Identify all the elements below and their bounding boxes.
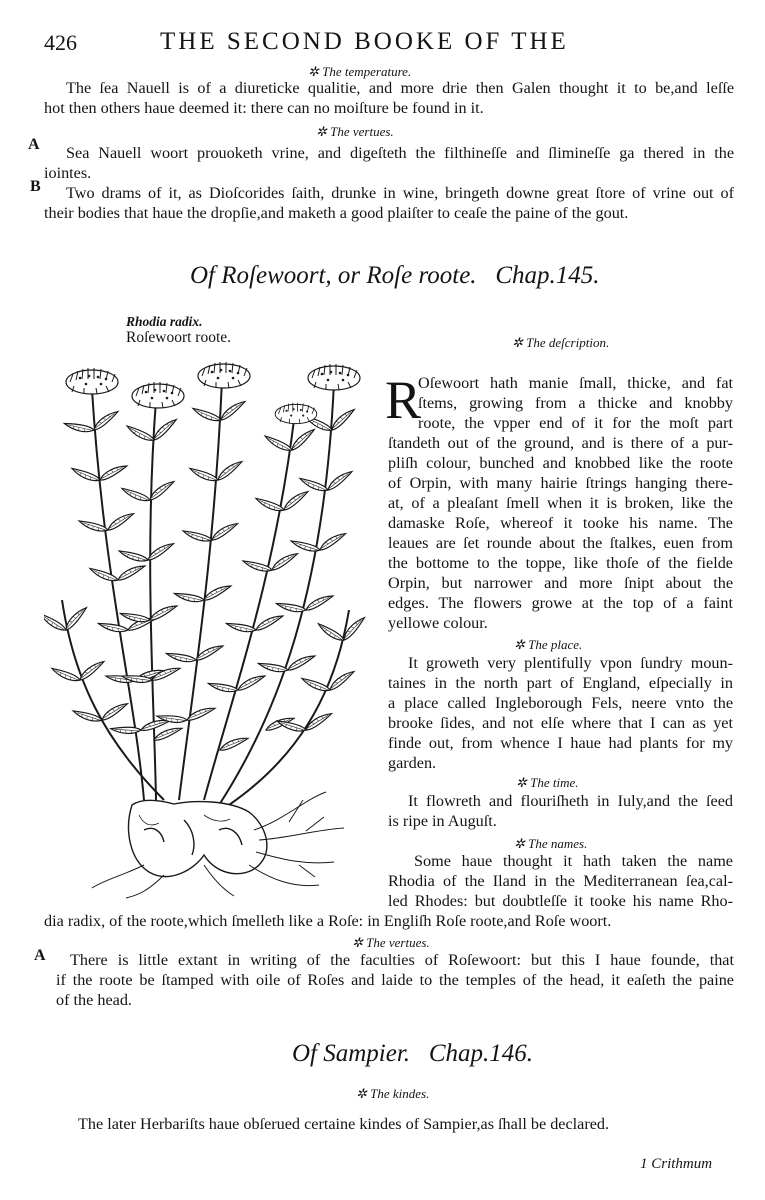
place-line-6: garden. — [388, 754, 437, 772]
description-line-9: leaues are ſet rounde about the ſtalkes, euen from — [388, 534, 733, 552]
chapter-145-number: Chap.145. — [495, 262, 600, 289]
time-heading: ✲ The time. — [516, 775, 579, 790]
names-line-2: Rhodia of the Iland in the Mediterranean ſea,cal- — [388, 872, 733, 890]
catchword: 1 Crithmum — [640, 1156, 713, 1172]
description-line-2: ſtems, growing from a thicke and knobby — [418, 394, 733, 412]
margin-mark-b: B — [30, 178, 41, 195]
description-line-3: roote, the vpper end of it for the moſt part — [418, 414, 733, 432]
time-line-1: It flowreth and flouriſheth in Iuly,and the ſeed — [408, 792, 733, 810]
vertues-2-line-3: of the head. — [56, 991, 132, 1009]
kindes-line: The later Herbariſts haue obſerued certaine kindes of Sampier,as ſhall be declared. — [78, 1115, 610, 1133]
vertues-line-3: Two drams of it, as Dioſcorides ſaith, drunke in wine, bringeth downe great ſtore of vrine out of — [66, 184, 734, 202]
vertues-line-2: iointes. — [44, 164, 92, 182]
description-line-1: Oſewoort hath manie ſmall, thicke, and fat — [418, 374, 733, 392]
vertues-line-1: Sea Nauell woort prouoketh vrine, and digeſteth the filthineſſe and ſlimineſſe ga thered in the — [66, 144, 734, 162]
rhodiola-plant-woodcut — [44, 360, 369, 900]
margin-mark-a: A — [28, 136, 40, 153]
description-line-4: ſtandeth out of the ground, and is there of a pur- — [388, 434, 733, 452]
chapter-146-heading — [292, 1040, 533, 1068]
time-text — [388, 791, 733, 831]
figure-latin-caption: Rhodia radix. — [126, 314, 203, 329]
running-title: THE SECOND BOOKE OF THE — [160, 28, 569, 55]
names-text — [388, 851, 733, 911]
place-heading: ✲ The place. — [514, 637, 583, 652]
names-line-3: led Rhodes: but doubtleſſe it tooke his name Rho- — [388, 892, 733, 910]
place-line-3: a place called Ingleborough Fels, neere vnto the — [388, 694, 733, 712]
drop-capital: R — [385, 370, 422, 430]
names-line-4: dia radix, of the roote,which ſmelleth like a Roſe: in Engliſh Roſe roote,and Roſe woort. — [44, 912, 612, 930]
chapter-146-title: Of Sampier. — [292, 1040, 411, 1067]
place-line-5: finde out, from whence I haue had plants for my — [388, 734, 733, 752]
vertues-2-line-2: if the roote be ſtamped with oile of Roſes and laide to the temples of the head, it eaſeth the paine — [56, 971, 734, 989]
description-line-7: at, of a pleaſant ſmell when it is broken, like the — [388, 494, 733, 512]
description-line-13: yellowe colour. — [388, 614, 488, 632]
time-line-2: is ripe in Auguſt. — [388, 812, 497, 830]
place-line-4: brooke ſides, and not elſe where that I can as yet — [388, 714, 733, 732]
chapter-145-title: Of Roſewoort, or Roſe roote. — [190, 262, 477, 289]
vertues-text — [44, 143, 734, 223]
vertues-2-heading: ✲ The vertues. — [352, 935, 430, 950]
description-line-6: of Orpin, with many hairie ſtrings hanging there- — [388, 474, 733, 492]
vertues-2-text — [56, 950, 734, 1010]
description-text — [388, 373, 733, 633]
description-line-12: edges. The flowers growe at the top of a faint — [388, 594, 733, 612]
temperature-text — [44, 78, 734, 118]
vertues-2-line-1: There is little extant in writing of the faculties of Roſewoort: but this I haue founde, that — [70, 951, 734, 969]
figure-english-caption: Roſewoort roote. — [126, 329, 232, 346]
margin-mark-a-2: A — [34, 947, 46, 964]
kindes-heading: ✲ The kindes. — [356, 1086, 430, 1101]
description-line-5: pliſh colour, bunched and knobbed like the roote — [388, 454, 733, 472]
temperature-line-2: hot then others haue deemed it: there can no moiſture be found in it. — [44, 99, 484, 117]
names-heading: ✲ The names. — [514, 836, 588, 851]
vertues-heading: ✲ The vertues. — [316, 124, 394, 139]
description-line-11: Orpin, but narrower and more ſnipt about the — [388, 574, 733, 592]
chapter-146-number: Chap.146. — [428, 1040, 533, 1067]
description-heading: ✲ The deſcription. — [512, 335, 610, 350]
place-text — [388, 653, 733, 773]
page-number: 426 — [44, 30, 77, 55]
place-line-2: taines in the north part of England, eſpecially in — [388, 674, 733, 692]
description-line-8: damaske Roſe, whereof it tooke his name. The — [388, 514, 733, 532]
temperature-line-1: The ſea Nauell is of a diureticke qualitie, and more drie then Galen thought it to be,and leſſe — [66, 79, 734, 97]
description-line-10: the bottome to the toppe, like thoſe of the fielde — [388, 554, 733, 572]
vertues-line-4: their bodies that haue the dropſie,and maketh a good plaiſter to ceaſe the paine of the gout. — [44, 204, 629, 222]
place-line-1: It groweth very plentifully vpon ſundry moun- — [408, 654, 733, 672]
names-line-1: Some haue thought it hath taken the name — [414, 852, 733, 870]
temperature-heading: ✲ The temperature. — [308, 64, 412, 79]
names-fullwidth-line — [44, 911, 734, 931]
chapter-145-heading — [190, 262, 600, 290]
